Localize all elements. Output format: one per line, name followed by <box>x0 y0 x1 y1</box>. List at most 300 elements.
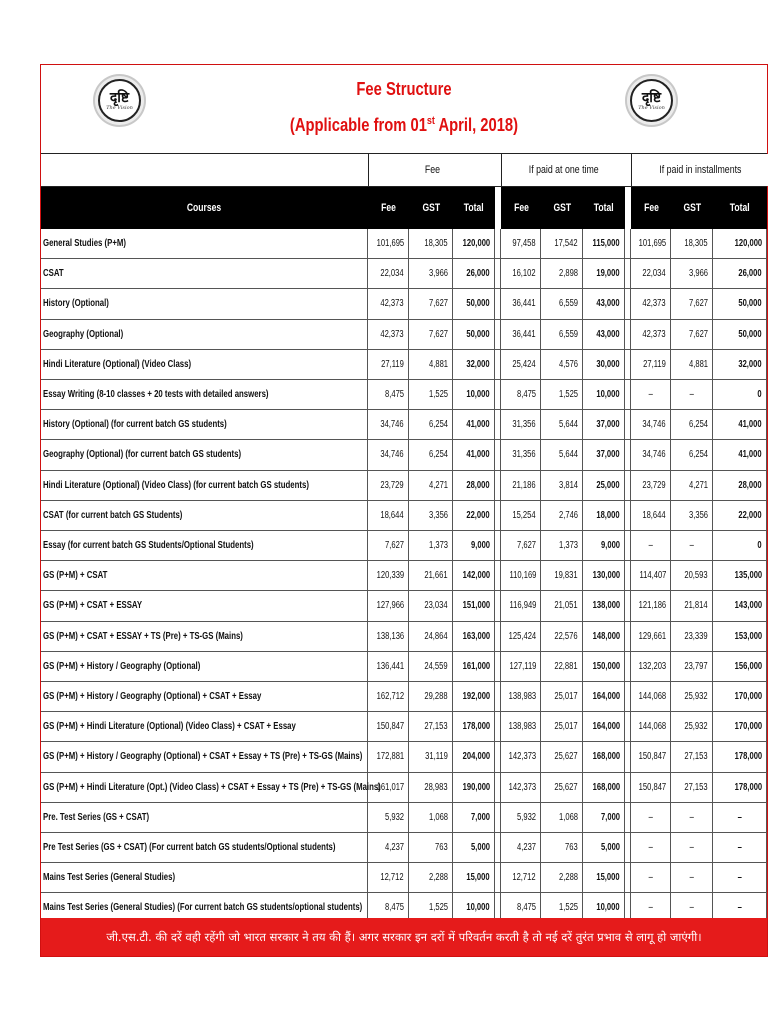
total-cell: 50,000 <box>713 289 767 318</box>
total-cell: 28,000 <box>713 471 767 500</box>
table-row <box>41 501 767 531</box>
fee-cell: – <box>631 863 671 892</box>
table-row <box>41 531 767 561</box>
group-header-2: If paid at one time <box>501 154 626 186</box>
group-separator <box>625 622 631 651</box>
total-cell: 50,000 <box>453 320 495 349</box>
column-header-gst: GST <box>553 202 571 214</box>
course-name: History (Optional) <box>41 289 368 318</box>
fee-cell: 42,373 <box>368 289 409 318</box>
gst-cell: – <box>671 803 713 832</box>
fee-cell: 31,356 <box>501 410 541 439</box>
course-name: Pre Test Series (GS + CSAT) (For current batch GS students/Optional students) <box>41 833 368 862</box>
gst-cell: 28,983 <box>409 773 453 802</box>
group-separator <box>625 531 631 560</box>
total-cell: 204,000 <box>453 742 495 771</box>
total-cell: – <box>713 863 767 892</box>
gst-cell: 27,153 <box>409 712 453 741</box>
total-cell: 41,000 <box>453 440 495 469</box>
gst-cell: 2,898 <box>541 259 583 288</box>
group-separator <box>625 229 631 258</box>
gst-cell: 23,034 <box>409 591 453 620</box>
total-cell: 9,000 <box>583 531 625 560</box>
fee-cell: 136,441 <box>368 652 409 681</box>
gst-cell: 5,644 <box>541 440 583 469</box>
group-separator <box>495 742 501 771</box>
fee-cell: – <box>631 833 671 862</box>
table-row <box>41 440 767 470</box>
fee-cell: 42,373 <box>368 320 409 349</box>
fee-cell: 7,627 <box>368 531 409 560</box>
total-cell: 135,000 <box>713 561 767 590</box>
fee-cell: – <box>631 803 671 832</box>
column-header-total: Total <box>594 202 614 214</box>
fee-cell: 114,407 <box>631 561 671 590</box>
fee-cell: 172,881 <box>368 742 409 771</box>
group-separator <box>625 833 631 862</box>
gst-cell: 6,254 <box>671 440 713 469</box>
course-name: Hindi Literature (Optional) (Video Class) (for current batch GS students) <box>41 471 368 500</box>
fee-cell: 8,475 <box>501 380 541 409</box>
column-header-total: Total <box>464 202 484 214</box>
table-row <box>41 652 767 682</box>
fee-cell: 4,237 <box>501 833 541 862</box>
gst-cell: 7,627 <box>409 289 453 318</box>
total-cell: 153,000 <box>713 622 767 651</box>
gst-cell: 29,288 <box>409 682 453 711</box>
gst-cell: 1,525 <box>409 893 453 922</box>
gst-cell: – <box>671 531 713 560</box>
table-row <box>41 410 767 440</box>
fee-cell: 144,068 <box>631 712 671 741</box>
fee-cell: 7,627 <box>501 531 541 560</box>
gst-cell: 24,559 <box>409 652 453 681</box>
group-separator <box>495 229 501 258</box>
fee-cell: 121,186 <box>631 591 671 620</box>
course-name: GS (P+M) + History / Geography (Optional) + CSAT + Essay + TS (Pre) + TS-GS (Mains) <box>41 742 368 771</box>
total-cell: 192,000 <box>453 682 495 711</box>
gst-cell: 1,525 <box>409 380 453 409</box>
gst-cell: 25,932 <box>671 712 713 741</box>
gst-cell: 4,881 <box>409 350 453 379</box>
fee-cell: 125,424 <box>501 622 541 651</box>
group-separator <box>495 380 501 409</box>
group-separator <box>495 320 501 349</box>
gst-cell: 1,068 <box>409 803 453 832</box>
course-name: GS (P+M) + CSAT + ESSAY + TS (Pre) + TS-GS (Mains) <box>41 622 368 651</box>
total-cell: 142,000 <box>453 561 495 590</box>
gst-cell: 25,627 <box>541 742 583 771</box>
fee-structure-sheet <box>40 64 768 957</box>
fee-cell: 150,847 <box>631 773 671 802</box>
gst-cell: 6,559 <box>541 289 583 318</box>
total-cell: 25,000 <box>583 471 625 500</box>
total-cell: 43,000 <box>583 289 625 318</box>
table-row <box>41 591 767 621</box>
group-header-3: If paid in installments <box>631 154 768 186</box>
total-cell: 43,000 <box>583 320 625 349</box>
column-header-gst: GST <box>422 202 440 214</box>
course-name: History (Optional) (for current batch GS students) <box>41 410 368 439</box>
fee-cell: 101,695 <box>631 229 671 258</box>
gst-cell: 19,831 <box>541 561 583 590</box>
course-name: GS (P+M) + Hindi Literature (Optional) (Video Class) + CSAT + Essay <box>41 712 368 741</box>
total-cell: 163,000 <box>453 622 495 651</box>
total-cell: 10,000 <box>453 893 495 922</box>
gst-cell: 18,305 <box>409 229 453 258</box>
total-cell: 151,000 <box>453 591 495 620</box>
page-subtitle <box>106 115 701 136</box>
group-separator <box>495 289 501 318</box>
gst-cell: 4,881 <box>671 350 713 379</box>
column-header-fee: Fee <box>381 202 396 214</box>
table-row <box>41 682 767 712</box>
gst-note-banner <box>41 918 767 956</box>
fee-cell: 34,746 <box>368 410 409 439</box>
course-name: CSAT <box>41 259 368 288</box>
gst-cell: 1,525 <box>541 893 583 922</box>
total-cell: 120,000 <box>713 229 767 258</box>
table-row <box>41 259 767 289</box>
gst-cell: 763 <box>409 833 453 862</box>
table-row <box>41 742 767 772</box>
group-separator <box>495 350 501 379</box>
fee-cell: 161,017 <box>368 773 409 802</box>
group-separator <box>625 289 631 318</box>
fee-cell: 27,119 <box>631 350 671 379</box>
page-title: Fee Structure <box>356 79 452 99</box>
group-header-1: Fee <box>368 154 496 186</box>
group-separator <box>625 350 631 379</box>
fee-cell: 129,661 <box>631 622 671 651</box>
group-separator <box>495 440 501 469</box>
table-row <box>41 229 767 259</box>
course-name: Mains Test Series (General Studies) (For current batch GS students/optional students) <box>41 893 368 922</box>
gst-cell: – <box>671 893 713 922</box>
course-name: GS (P+M) + History / Geography (Optional) <box>41 652 368 681</box>
fee-cell: 18,644 <box>631 501 671 530</box>
course-name: Mains Test Series (General Studies) <box>41 863 368 892</box>
total-cell: 138,000 <box>583 591 625 620</box>
table-row <box>41 561 767 591</box>
course-name: GS (P+M) + Hindi Literature (Opt.) (Video Class) + CSAT + Essay + TS (Pre) + TS-GS (Mains) <box>41 773 368 802</box>
gst-cell: 2,288 <box>541 863 583 892</box>
total-cell: 26,000 <box>713 259 767 288</box>
fee-cell: 162,712 <box>368 682 409 711</box>
fee-cell: 101,695 <box>368 229 409 258</box>
fee-cell: 144,068 <box>631 682 671 711</box>
header-separator <box>625 187 631 229</box>
logo-text: दृष्टि <box>641 89 662 106</box>
group-separator <box>625 471 631 500</box>
fee-cell: 132,203 <box>631 652 671 681</box>
group-separator <box>495 501 501 530</box>
course-name: Geography (Optional) (for current batch GS students) <box>41 440 368 469</box>
total-cell: 7,000 <box>453 803 495 832</box>
fee-cell: 16,102 <box>501 259 541 288</box>
gst-cell: 23,797 <box>671 652 713 681</box>
group-separator <box>625 440 631 469</box>
total-cell: 19,000 <box>583 259 625 288</box>
gst-cell: 25,627 <box>541 773 583 802</box>
table-row <box>41 289 767 319</box>
column-header-row <box>41 187 767 229</box>
total-cell: – <box>713 803 767 832</box>
group-separator <box>625 742 631 771</box>
fee-cell: 127,119 <box>501 652 541 681</box>
total-cell: 170,000 <box>713 712 767 741</box>
group-separator <box>625 501 631 530</box>
fee-cell: 142,373 <box>501 742 541 771</box>
fee-cell: 150,847 <box>631 742 671 771</box>
fee-cell: 5,932 <box>368 803 409 832</box>
course-name: GS (P+M) + CSAT + ESSAY <box>41 591 368 620</box>
gst-cell: 3,356 <box>409 501 453 530</box>
table-row <box>41 712 767 742</box>
total-cell: 22,000 <box>713 501 767 530</box>
total-cell: 32,000 <box>453 350 495 379</box>
fee-cell: 8,475 <box>368 893 409 922</box>
total-cell: 5,000 <box>583 833 625 862</box>
fee-cell: 18,644 <box>368 501 409 530</box>
total-cell: 0 <box>713 380 767 409</box>
gst-cell: – <box>671 833 713 862</box>
gst-cell: 17,542 <box>541 229 583 258</box>
total-cell: 10,000 <box>583 380 625 409</box>
total-cell: 178,000 <box>713 773 767 802</box>
group-separator <box>625 773 631 802</box>
total-cell: 164,000 <box>583 682 625 711</box>
fee-cell: 138,983 <box>501 712 541 741</box>
group-separator <box>625 591 631 620</box>
gst-cell: 21,051 <box>541 591 583 620</box>
gst-cell: 763 <box>541 833 583 862</box>
gst-cell: 4,271 <box>409 471 453 500</box>
total-cell: 15,000 <box>453 863 495 892</box>
total-cell: 5,000 <box>453 833 495 862</box>
gst-cell: 31,119 <box>409 742 453 771</box>
table-row <box>41 350 767 380</box>
gst-cell: 27,153 <box>671 742 713 771</box>
fee-cell: 142,373 <box>501 773 541 802</box>
gst-cell: 1,068 <box>541 803 583 832</box>
gst-cell: 3,814 <box>541 471 583 500</box>
total-cell: 7,000 <box>583 803 625 832</box>
gst-cell: 7,627 <box>409 320 453 349</box>
gst-cell: 4,271 <box>671 471 713 500</box>
fee-cell: 138,983 <box>501 682 541 711</box>
gst-cell: 3,966 <box>671 259 713 288</box>
group-separator <box>495 471 501 500</box>
total-cell: 150,000 <box>583 652 625 681</box>
course-name: CSAT (for current batch GS Students) <box>41 501 368 530</box>
total-cell: 41,000 <box>713 440 767 469</box>
total-cell: 41,000 <box>453 410 495 439</box>
total-cell: 50,000 <box>453 289 495 318</box>
course-name: Geography (Optional) <box>41 320 368 349</box>
table-row <box>41 773 767 803</box>
gst-cell: 24,864 <box>409 622 453 651</box>
group-separator <box>495 410 501 439</box>
gst-cell: 21,814 <box>671 591 713 620</box>
gst-cell: 22,576 <box>541 622 583 651</box>
group-separator <box>495 561 501 590</box>
fee-cell: 27,119 <box>368 350 409 379</box>
gst-cell: 1,525 <box>541 380 583 409</box>
group-separator <box>495 833 501 862</box>
total-cell: 168,000 <box>583 742 625 771</box>
fee-cell: 8,475 <box>501 893 541 922</box>
fee-cell: 21,186 <box>501 471 541 500</box>
fee-cell: 97,458 <box>501 229 541 258</box>
fee-cell: 34,746 <box>631 410 671 439</box>
gst-cell: 27,153 <box>671 773 713 802</box>
total-cell: 10,000 <box>583 893 625 922</box>
gst-cell: 4,576 <box>541 350 583 379</box>
fee-cell: 36,441 <box>501 289 541 318</box>
fee-cell: 110,169 <box>501 561 541 590</box>
column-header-total: Total <box>730 202 750 214</box>
gst-cell: 18,305 <box>671 229 713 258</box>
total-cell: 170,000 <box>713 682 767 711</box>
gst-cell: 6,559 <box>541 320 583 349</box>
fee-cell: 116,949 <box>501 591 541 620</box>
table-row <box>41 803 767 833</box>
header <box>41 65 767 153</box>
total-cell: 148,000 <box>583 622 625 651</box>
fee-cell: 31,356 <box>501 440 541 469</box>
fee-cell: – <box>631 893 671 922</box>
gst-cell: – <box>671 863 713 892</box>
gst-cell: 22,881 <box>541 652 583 681</box>
total-cell: 10,000 <box>453 380 495 409</box>
fee-cell: 138,136 <box>368 622 409 651</box>
column-header-fee: Fee <box>643 202 659 214</box>
group-separator <box>495 259 501 288</box>
total-cell: 115,000 <box>583 229 625 258</box>
gst-cell: 25,932 <box>671 682 713 711</box>
fee-cell: 23,729 <box>631 471 671 500</box>
total-cell: 26,000 <box>453 259 495 288</box>
group-separator <box>625 863 631 892</box>
fee-cell: 15,254 <box>501 501 541 530</box>
gst-cell: – <box>671 380 713 409</box>
subtitle-prefix: (Applicable from 01 <box>289 115 427 135</box>
group-separator <box>495 682 501 711</box>
group-separator <box>625 803 631 832</box>
gst-cell: 3,966 <box>409 259 453 288</box>
course-name: Hindi Literature (Optional) (Video Class) <box>41 350 368 379</box>
fee-cell: 4,237 <box>368 833 409 862</box>
group-separator <box>625 410 631 439</box>
fee-cell: – <box>631 531 671 560</box>
group-separator <box>625 380 631 409</box>
total-cell: 130,000 <box>583 561 625 590</box>
course-name: GS (P+M) + CSAT <box>41 561 368 590</box>
group-separator <box>495 773 501 802</box>
fee-cell: 8,475 <box>368 380 409 409</box>
fee-cell: 12,712 <box>501 863 541 892</box>
table-row <box>41 380 767 410</box>
column-header-fee: Fee <box>513 202 529 214</box>
fee-cell: 120,339 <box>368 561 409 590</box>
total-cell: 178,000 <box>713 742 767 771</box>
gst-cell: 3,356 <box>671 501 713 530</box>
fee-cell: 36,441 <box>501 320 541 349</box>
gst-cell: 7,627 <box>671 320 713 349</box>
logo-subtext: The Vision <box>638 104 665 111</box>
total-cell: 18,000 <box>583 501 625 530</box>
gst-cell: 6,254 <box>409 410 453 439</box>
column-header-gst: GST <box>683 202 701 214</box>
table-row <box>41 833 767 863</box>
fee-cell: 34,746 <box>368 440 409 469</box>
gst-note: जी.एस.टी. की दरें वही रहेंगी जो भारत सरकार ने तय की हैं। अगर सरकार इन दरों में परिवर्तन करती है तो नई दरें तुरंत प्रभाव से लागू हो जाएंगी। <box>106 929 702 944</box>
gst-cell: 20,593 <box>671 561 713 590</box>
fee-cell: 22,034 <box>368 259 409 288</box>
group-separator <box>495 531 501 560</box>
total-cell: 161,000 <box>453 652 495 681</box>
fee-cell: 23,729 <box>368 471 409 500</box>
fee-cell: 22,034 <box>631 259 671 288</box>
total-cell: 28,000 <box>453 471 495 500</box>
subtitle-sup: st <box>426 115 435 127</box>
gst-cell: 1,373 <box>541 531 583 560</box>
group-separator <box>495 591 501 620</box>
group-separator <box>495 712 501 741</box>
course-name: Pre. Test Series (GS + CSAT) <box>41 803 368 832</box>
total-cell: 9,000 <box>453 531 495 560</box>
subtitle-suffix: April, 2018) <box>434 115 519 135</box>
group-separator <box>625 561 631 590</box>
courses-header: Courses <box>187 202 222 214</box>
course-name: Essay Writing (8-10 classes + 20 tests with detailed answers) <box>41 380 368 409</box>
logo-subtext: The Vision <box>106 104 133 111</box>
group-separator <box>495 622 501 651</box>
total-cell: 0 <box>713 531 767 560</box>
gst-cell: 5,644 <box>541 410 583 439</box>
total-cell: 32,000 <box>713 350 767 379</box>
total-cell: – <box>713 833 767 862</box>
group-separator <box>625 320 631 349</box>
table-row <box>41 320 767 350</box>
group-separator <box>625 712 631 741</box>
gst-cell: 25,017 <box>541 712 583 741</box>
total-cell: 178,000 <box>453 712 495 741</box>
course-name: General Studies (P+M) <box>41 229 368 258</box>
table-row <box>41 471 767 501</box>
fee-cell: 25,424 <box>501 350 541 379</box>
fee-cell: – <box>631 380 671 409</box>
fee-cell: 5,932 <box>501 803 541 832</box>
course-name: Essay (for current batch GS Students/Optional Students) <box>41 531 368 560</box>
group-separator <box>625 259 631 288</box>
total-cell: 30,000 <box>583 350 625 379</box>
gst-cell: 25,017 <box>541 682 583 711</box>
total-cell: 168,000 <box>583 773 625 802</box>
group-separator <box>625 652 631 681</box>
header-separator <box>495 187 501 229</box>
total-cell: 190,000 <box>453 773 495 802</box>
fee-cell: 150,847 <box>368 712 409 741</box>
group-separator <box>625 682 631 711</box>
gst-cell: 23,339 <box>671 622 713 651</box>
gst-cell: 6,254 <box>671 410 713 439</box>
total-cell: 164,000 <box>583 712 625 741</box>
gst-cell: 2,288 <box>409 863 453 892</box>
total-cell: 15,000 <box>583 863 625 892</box>
group-separator <box>495 863 501 892</box>
